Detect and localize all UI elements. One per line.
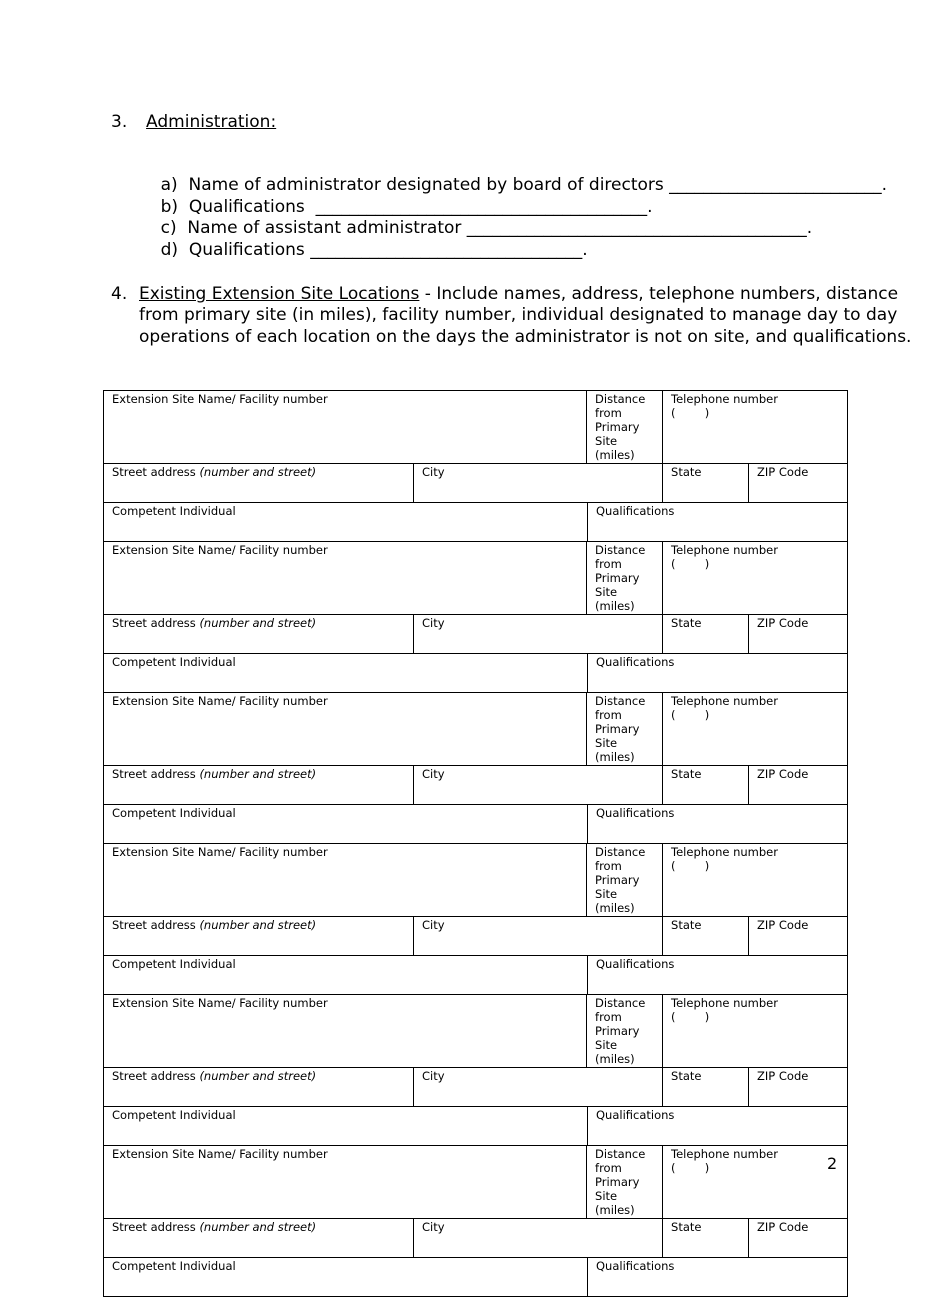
site-row-individual	[104, 1258, 848, 1297]
site-row-name	[104, 542, 848, 615]
competent-individual-field[interactable]: Competent Individual	[104, 1107, 588, 1145]
state-field[interactable]: State	[663, 1219, 749, 1258]
qualifications-field[interactable]: Qualifications	[596, 1108, 675, 1122]
telephone-field[interactable]: Telephone number ( )	[663, 693, 848, 766]
individual-row-cell	[104, 1258, 848, 1297]
competent-individual-field[interactable]: Competent Individual	[104, 805, 588, 843]
distance-field[interactable]: Distance from Primary Site (miles)	[587, 693, 663, 766]
state-field[interactable]: State	[663, 615, 749, 654]
admin-item-c: c) Name of assistant administrator ________________________________________.	[160, 218, 813, 238]
distance-field[interactable]: Distance from Primary Site (miles)	[587, 1146, 663, 1219]
site-row-address	[104, 464, 848, 503]
site-name-field[interactable]: Extension Site Name/ Facility number	[104, 1146, 587, 1219]
city-field[interactable]: City	[414, 1068, 663, 1107]
site-row-address	[104, 615, 848, 654]
individual-row-cell	[104, 1107, 848, 1146]
site-name-field[interactable]: Extension Site Name/ Facility number	[104, 391, 587, 464]
site-row-address	[104, 766, 848, 805]
competent-individual-field[interactable]: Competent Individual	[104, 956, 588, 994]
zip-code-field[interactable]: ZIP Code	[749, 464, 848, 503]
individual-row-cell	[104, 654, 848, 693]
site-row-name	[104, 995, 848, 1068]
admin-item-d: d) Qualifications ________________________________.	[160, 240, 588, 260]
site-row-address	[104, 917, 848, 956]
qualifications-field[interactable]: Qualifications	[596, 504, 675, 518]
page-number: 2	[827, 1154, 838, 1173]
telephone-field[interactable]: Telephone number ( )	[663, 1146, 848, 1219]
city-field[interactable]: City	[414, 766, 663, 805]
site-row-name	[104, 844, 848, 917]
admin-item-b: b) Qualifications _______________________________________.	[160, 197, 653, 217]
distance-field[interactable]: Distance from Primary Site (miles)	[587, 391, 663, 464]
site-row-individual	[104, 956, 848, 995]
individual-row-cell	[104, 956, 848, 995]
zip-code-field[interactable]: ZIP Code	[749, 917, 848, 956]
street-address-field[interactable]: Street address (number and street)	[104, 464, 414, 503]
telephone-field[interactable]: Telephone number ( )	[663, 844, 848, 917]
state-field[interactable]: State	[663, 917, 749, 956]
site-row-individual	[104, 654, 848, 693]
competent-individual-field[interactable]: Competent Individual	[104, 503, 588, 541]
site-row-name	[104, 693, 848, 766]
site-row-address	[104, 1068, 848, 1107]
site-row-name	[104, 1146, 848, 1219]
city-field[interactable]: City	[414, 1219, 663, 1258]
section-4-line-1: Existing Extension Site Locations - Include names, address, telephone numbers, distance	[139, 284, 899, 304]
section-3-title: Administration:	[146, 112, 277, 132]
site-row-individual	[104, 805, 848, 844]
admin-item-a: a) Name of administrator designated by board of directors _________________________.	[160, 175, 888, 195]
section-4-title: Existing Extension Site Locations	[139, 284, 420, 304]
distance-field[interactable]: Distance from Primary Site (miles)	[587, 542, 663, 615]
qualifications-field[interactable]: Qualifications	[596, 1259, 675, 1273]
site-row-name	[104, 391, 848, 464]
street-address-field[interactable]: Street address (number and street)	[104, 615, 414, 654]
street-address-field[interactable]: Street address (number and street)	[104, 917, 414, 956]
site-row-individual	[104, 1107, 848, 1146]
section-4-line-3: operations of each location on the days the administrator is not on site, and qualifications.	[139, 327, 912, 347]
section-4-line-2: from primary site (in miles), facility number, individual designated to manage day to day	[139, 305, 898, 325]
site-name-field[interactable]: Extension Site Name/ Facility number	[104, 542, 587, 615]
telephone-field[interactable]: Telephone number ( )	[663, 391, 848, 464]
individual-row-cell	[104, 805, 848, 844]
city-field[interactable]: City	[414, 615, 663, 654]
state-field[interactable]: State	[663, 766, 749, 805]
qualifications-field[interactable]: Qualifications	[596, 806, 675, 820]
distance-field[interactable]: Distance from Primary Site (miles)	[587, 995, 663, 1068]
extension-sites-table	[103, 390, 848, 1297]
street-address-field[interactable]: Street address (number and street)	[104, 766, 414, 805]
street-address-field[interactable]: Street address (number and street)	[104, 1068, 414, 1107]
competent-individual-field[interactable]: Competent Individual	[104, 1258, 588, 1296]
section-3-number: 3.	[111, 112, 128, 132]
zip-code-field[interactable]: ZIP Code	[749, 1068, 848, 1107]
distance-field[interactable]: Distance from Primary Site (miles)	[587, 844, 663, 917]
telephone-field[interactable]: Telephone number ( )	[663, 995, 848, 1068]
city-field[interactable]: City	[414, 917, 663, 956]
site-row-address	[104, 1219, 848, 1258]
qualifications-field[interactable]: Qualifications	[596, 655, 675, 669]
zip-code-field[interactable]: ZIP Code	[749, 615, 848, 654]
street-address-field[interactable]: Street address (number and street)	[104, 1219, 414, 1258]
qualifications-field[interactable]: Qualifications	[596, 957, 675, 971]
state-field[interactable]: State	[663, 464, 749, 503]
site-name-field[interactable]: Extension Site Name/ Facility number	[104, 844, 587, 917]
site-row-individual	[104, 503, 848, 542]
competent-individual-field[interactable]: Competent Individual	[104, 654, 588, 692]
zip-code-field[interactable]: ZIP Code	[749, 1219, 848, 1258]
individual-row-cell	[104, 503, 848, 542]
zip-code-field[interactable]: ZIP Code	[749, 766, 848, 805]
state-field[interactable]: State	[663, 1068, 749, 1107]
site-name-field[interactable]: Extension Site Name/ Facility number	[104, 693, 587, 766]
section-3-heading	[111, 112, 276, 132]
telephone-field[interactable]: Telephone number ( )	[663, 542, 848, 615]
city-field[interactable]: City	[414, 464, 663, 503]
section-4-number: 4.	[111, 284, 128, 304]
site-name-field[interactable]: Extension Site Name/ Facility number	[104, 995, 587, 1068]
